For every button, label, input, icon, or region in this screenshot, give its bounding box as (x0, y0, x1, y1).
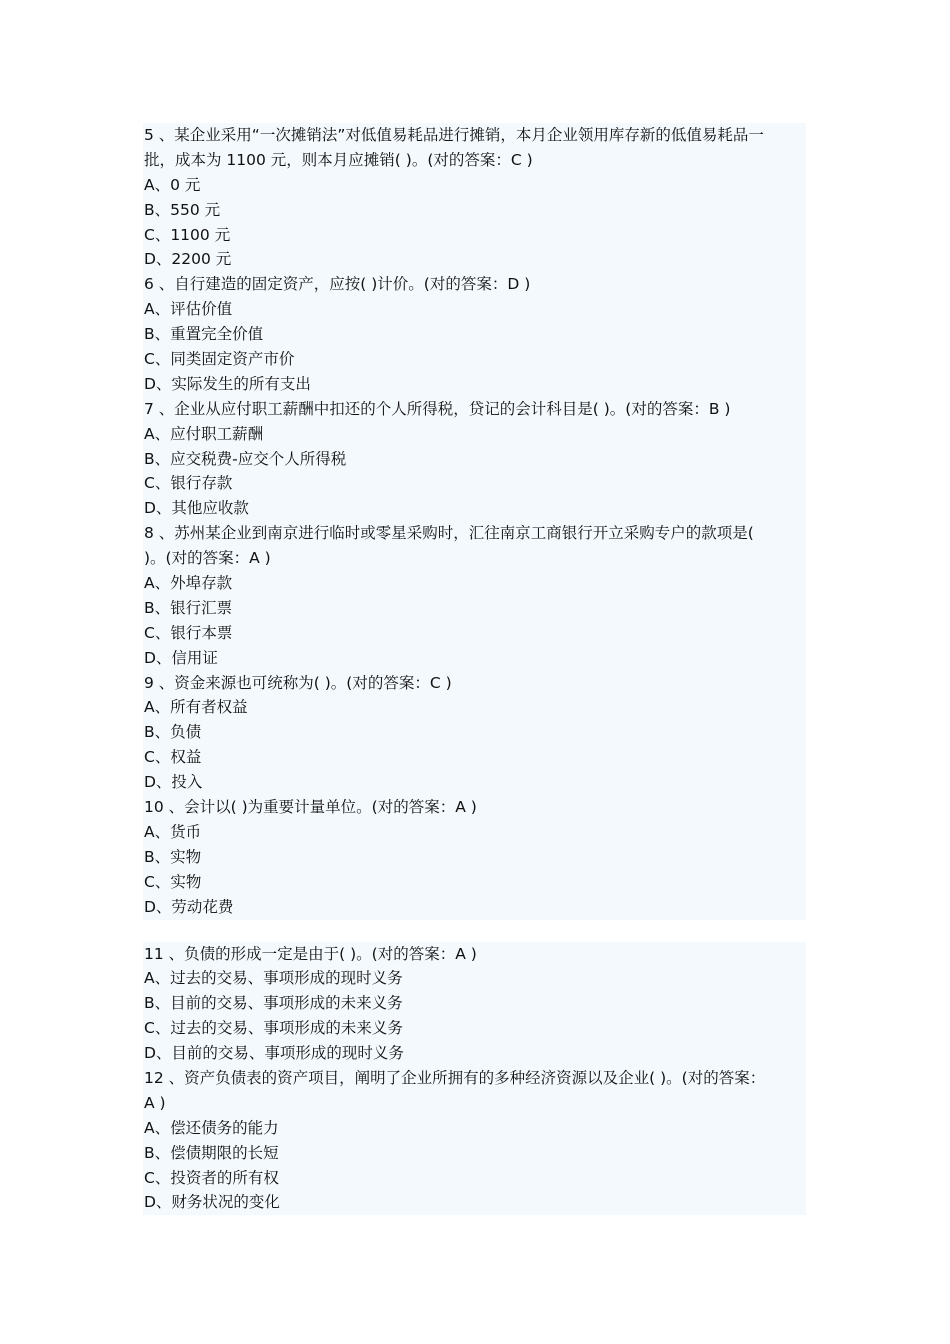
text-line: D、其他应收款 (144, 499, 249, 518)
text-line: B、实物 (144, 847, 202, 866)
text-line: D、财务状况的变化 (144, 1193, 280, 1212)
text-line: C、权益 (144, 748, 202, 767)
text-line: 8 、苏州某企业到南京进行临时或零星采购时，汇往南京工商银行开立采购专户的款项是( (144, 524, 754, 543)
text-line: A、0 元 (144, 175, 201, 194)
text-line: C、银行存款 (144, 474, 233, 493)
text-line: A、所有者权益 (144, 698, 248, 717)
text-line: B、目前的交易、事项形成的未来义务 (144, 994, 403, 1013)
text-line: 9 、资金来源也可统称为( )。(对的答案：C ) (144, 673, 452, 692)
text-line: A、过去的交易、事项形成的现时义务 (144, 969, 403, 988)
question-block-5-10 (143, 123, 806, 920)
text-line: D、劳动花费 (144, 897, 234, 916)
text-line: 5 、某企业采用“一次摊销法”对低值易耗品进行摊销，本月企业领用库存新的低值易耗品一 (144, 126, 764, 144)
text-line: A ) (144, 1093, 166, 1112)
text-line: B、应交税费-应交个人所得税 (144, 449, 347, 468)
text-line: A、货币 (144, 822, 202, 841)
text-line: B、偿债期限的长短 (144, 1143, 279, 1162)
text-line: A、外埠存款 (144, 574, 233, 593)
question-block-11-12 (143, 942, 806, 1216)
text-line: 6 、自行建造的固定资产，应按( )计价。(对的答案：D ) (144, 275, 531, 294)
text-line: D、信用证 (144, 648, 218, 667)
text-line: A、应付职工薪酬 (144, 424, 264, 443)
text-line: D、投入 (144, 773, 203, 792)
document-body (143, 123, 806, 1215)
text-line: A、评估价值 (144, 300, 233, 319)
text-line: 10 、会计以( )为重要计量单位。(对的答案：A ) (144, 798, 477, 817)
text-line: D、目前的交易、事项形成的现时义务 (144, 1044, 404, 1063)
text-line: B、负债 (144, 723, 202, 742)
text-line: C、投资者的所有权 (144, 1168, 279, 1187)
text-line: A、偿还债务的能力 (144, 1118, 279, 1137)
text-line: 7 、企业从应付职工薪酬中扣还的个人所得税，贷记的会计科目是( )。(对的答案：B ) (144, 399, 731, 418)
text-line: D、实际发生的所有支出 (144, 374, 311, 393)
text-line: B、550 元 (144, 200, 221, 219)
text-line: C、过去的交易、事项形成的未来义务 (144, 1019, 403, 1038)
text-line: C、1100 元 (144, 225, 231, 244)
text-line: D、2200 元 (144, 250, 232, 269)
text-line: B、银行汇票 (144, 598, 233, 617)
text-line: C、同类固定资产市价 (144, 350, 295, 369)
text-line: B、重置完全价值 (144, 325, 264, 344)
text-line: 11 、负债的形成一定是由于( )。(对的答案：A ) (144, 944, 477, 963)
text-line: 12 、资产负债表的资产项目，阐明了企业所拥有的多种经济资源以及企业( )。(对的答案： (144, 1068, 766, 1087)
text-line: C、实物 (144, 872, 202, 891)
text-line: C、银行本票 (144, 623, 233, 642)
text-line: 批，成本为 1100 元，则本月应摊销( )。(对的答案：C ) (144, 150, 533, 169)
text-line: )。(对的答案：A ) (144, 549, 271, 568)
